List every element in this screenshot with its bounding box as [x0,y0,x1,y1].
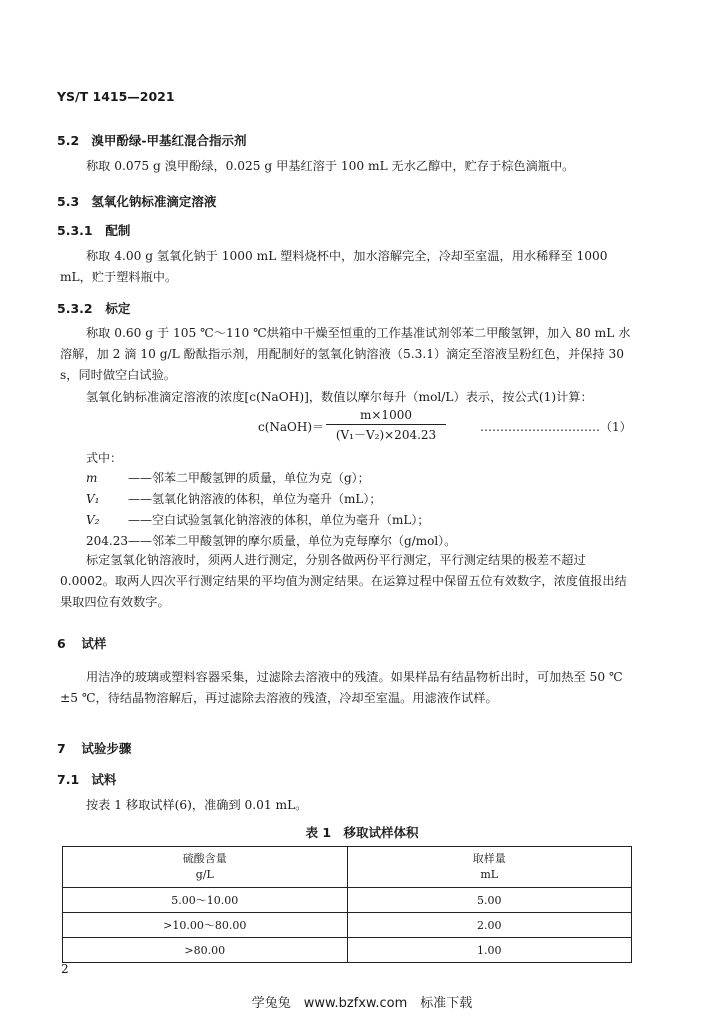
section-title: 配制 [105,223,131,238]
paragraph-5-3-1: 称取 4.00 g 氢氧化钠于 1000 mL 塑料烧杯中，加水溶解完全，冷却至室温，用水稀释至 1000 mL，贮于塑料瓶中。 [60,249,608,284]
symbol-desc: ——氢氧化钠溶液的体积，单位为毫升（mL）； [128,492,382,506]
formula-denominator: (V₁－V₂)×204.23 [335,428,437,442]
paragraph-5-3-2-procedure: 称取 0.60 g 于 105 ℃～110 ℃烘箱中干燥至恒重的工作基准试剂邻苯二甲酸氢钾，加入 80 mL 水溶解，加 2 滴 10 g/L 酚酞指示剂，用配制好的氢氧化钠溶液（5.3.1）滴定至溶液呈粉红色，并保持 30 s，同时做空白试验。 [60,326,631,382]
section-number: 7.1 [57,772,80,787]
where-item [86,511,429,528]
section-number: 7 [57,741,66,756]
paragraph-5-2: 称取 0.075 g 溴甲酚绿，0.025 g 甲基红溶于 100 mL 无水乙醇中，贮存于棕色滴瓶中。 [86,159,575,173]
header-label: 取样量 [472,852,506,865]
symbol: m [86,471,98,485]
heading-7 [57,739,131,757]
section-number: 5.2 [57,133,80,148]
heading-5-3-1 [57,221,130,239]
section-title: 溴甲酚绿-甲基红混合指示剂 [91,133,247,148]
table-row [63,938,632,963]
section-number: 6 [57,636,66,651]
formula-number: …………………………（1） [480,420,632,434]
cell-range: 5.00～10.00 [63,888,348,913]
symbol: V₂ [86,513,100,527]
symbol: V₁ [86,492,100,506]
table-row [63,913,632,938]
symbol-desc: ——空白试验氢氧化钠溶液的体积，单位为毫升（mL）； [128,513,430,527]
section-title: 试验步骤 [81,741,132,756]
table-row [63,888,632,913]
where-item [86,490,381,507]
where-item: 204.23——邻苯二甲酸氢钾的摩尔质量，单位为克每摩尔（g/mol）。 [86,534,457,548]
paragraph-7-1: 按表 1 移取试样(6)，准确到 0.01 mL。 [86,798,308,812]
heading-7-1 [57,770,116,788]
paragraph-6: 用洁净的玻璃或塑料容器采集，过滤除去溶液中的残渣。如果样品有结晶物析出时，可加热至 50 ℃±5 ℃，待结晶物溶解后，再过滤除去溶液的残渣，冷却至室温。用滤液作试样。 [60,670,623,705]
section-number: 5.3 [57,194,80,209]
heading-5-3-2 [57,299,130,317]
column-header-volume [347,847,632,888]
section-number: 5.3.1 [57,223,93,238]
where-label: 式中： [86,451,123,465]
symbol-desc: ——邻苯二甲酸氢钾的质量，单位为克（g）； [128,471,370,485]
section-title: 试样 [81,636,107,651]
header-unit: mL [480,868,499,881]
formula-lhs: c(NaOH)＝ [258,420,325,434]
table-caption: 表 1 移取试样体积 [305,825,419,840]
cell-volume: 5.00 [347,888,632,913]
table-header-row [63,847,632,888]
cell-volume: 2.00 [347,913,632,938]
header-label: 硫酸含量 [182,852,227,865]
sample-volume-table [62,846,632,963]
formula-numerator: m×1000 [360,408,412,422]
section-number: 5.3.2 [57,301,93,316]
fraction-line [326,424,446,425]
column-header-acid-content [63,847,348,888]
heading-5-3 [57,192,216,210]
section-title: 氢氧化钠标准滴定溶液 [91,194,217,209]
standard-number: YS/T 1415—2021 [57,89,175,104]
heading-6 [57,634,106,652]
header-unit: g/L [195,868,214,881]
cell-range: >10.00～80.00 [63,913,348,938]
footer-watermark: 学兔兔 www.bzfxw.com 标准下载 [251,996,473,1011]
paragraph-concentration: 氢氧化钠标准滴定溶液的浓度[c(NaOH)]，数值以摩尔每升（mol/L）表示，按公式(1)计算： [86,390,593,404]
section-title: 标定 [105,301,131,316]
section-title: 试料 [91,772,117,787]
cell-range: >80.00 [63,938,348,963]
where-item [86,469,370,486]
paragraph-calibration-note: 标定氢氧化钠溶液时，须两人进行测定，分别各做两份平行测定，平行测定结果的极差不超过 0.0002。取两人四次平行测定结果的平均值为测定结果。在运算过程中保留五位有效数字，浓度值报出结果取四位有效数字。 [60,553,627,609]
heading-5-2 [57,131,247,149]
page-number: 2 [61,962,69,976]
cell-volume: 1.00 [347,938,632,963]
